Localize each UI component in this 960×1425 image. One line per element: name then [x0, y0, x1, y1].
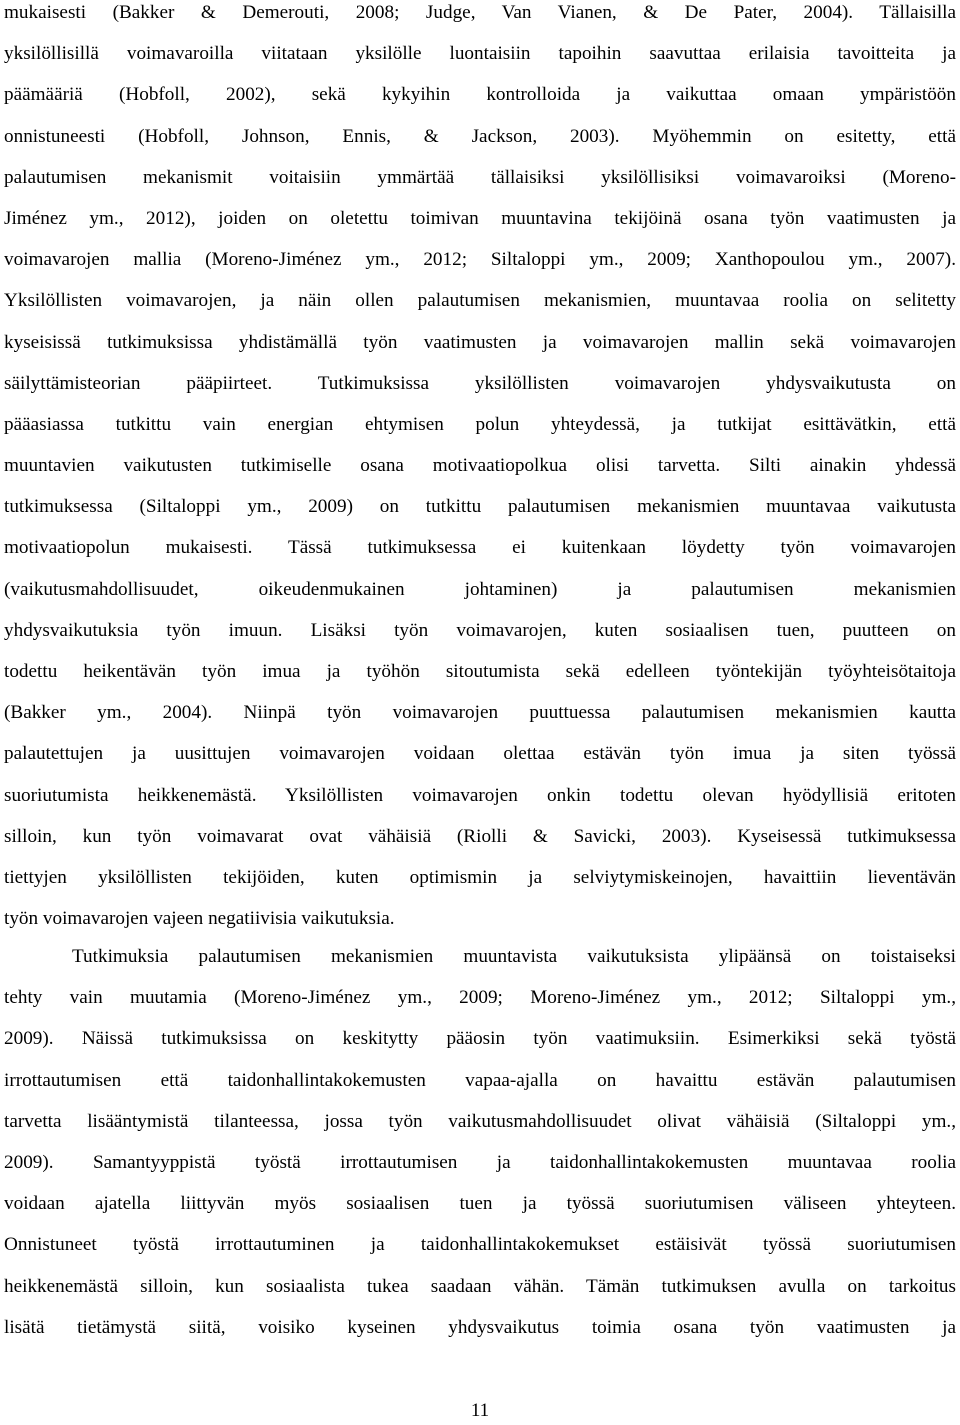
text-line: onnistuneesti (Hobfoll, Johnson, Ennis, & Jackson, 2003). Myöhemmin on esitetty, että: [4, 125, 956, 147]
text-line: säilyttämisteorian pääpiirteet. Tutkimuksissa yksilöllisten voimavarojen yhdysvaikutusta on: [4, 372, 956, 394]
text-line: Tutkimuksia palautumisen mekanismien muuntavista vaikutuksista ylipäänsä on toistaiseksi: [72, 946, 956, 967]
text-line: voimavarojen mallia (Moreno-Jiménez ym., 2012; Siltaloppi ym., 2009; Xanthopoulou ym., 2007).: [4, 249, 956, 271]
text-line: Onnistuneet työstä irrottautuminen ja taidonhallintakokemukset estäisivät työssä suoriutumisen: [4, 1234, 956, 1256]
text-line: tarvetta lisääntymistä tilanteessa, jossa työn vaikutusmahdollisuudet olivat vähäisiä (Siltaloppi ym.,: [4, 1110, 956, 1132]
body-paragraph: [4, 0, 956, 939]
text-line: Jiménez ym., 2012), joiden on oletettu toimivan muuntavina tekijöinä osana työn vaatimusten ja: [4, 207, 956, 229]
text-line: suoriutumista heikkenemästä. Yksilöllisten voimavarojen onkin todettu olevan hyödyllisiä eritoten: [4, 784, 956, 806]
text-line: pääasiassa tutkittu vain energian ehtymisen polun yhteydessä, ja tutkijat esittävätkin, että: [4, 413, 956, 435]
text-line: 2009). Näissä tutkimuksissa on keskitytty pääosin työn vaatimuksiin. Esimerkiksi sekä työstä: [4, 1028, 956, 1050]
text-line: tehty vain muutamia (Moreno-Jiménez ym., 2009; Moreno-Jiménez ym., 2012; Siltaloppi ym.,: [4, 987, 956, 1009]
body-paragraph: [4, 936, 956, 1348]
text-line: lisätä tietämystä siitä, voisiko kyseinen yhdysvaikutus toimia osana työn vaatimusten ja: [4, 1316, 956, 1338]
text-line: työn voimavarojen vajeen negatiivisia vaikutuksia.: [4, 908, 395, 930]
text-line: (vaikutusmahdollisuudet, oikeudenmukainen johtaminen) ja palautumisen mekanismien: [4, 578, 956, 600]
text-line: irrottautumisen että taidonhallintakokemusten vapaa-ajalla on havaittu estävän palautumisen: [4, 1069, 956, 1091]
text-line: silloin, kun työn voimavarat ovat vähäisiä (Riolli & Savicki, 2003). Kyseisessä tutkimuksessa: [4, 825, 956, 847]
text-line: muuntavien vaikutusten tutkimiselle osana motivaatiopolkua olisi tarvetta. Silti ainakin yhdessä: [4, 455, 956, 477]
text-line: Yksilöllisten voimavarojen, ja näin ollen palautumisen mekanismien, muuntavaa roolia on selitetty: [4, 290, 956, 312]
text-line: todettu heikentävän työn imua ja työhön sitoutumista sekä edelleen työntekijän työyhteisötaitoja: [4, 661, 956, 682]
text-line: yksilöllisillä voimavaroilla viitataan yksilölle luontaisiin tapoihin saavuttaa erilaisia tavoitteita ja: [4, 43, 956, 65]
text-line: päämääriä (Hobfoll, 2002), sekä kykyihin kontrolloida ja vaikuttaa omaan ympäristöön: [4, 84, 956, 106]
text-line: yhdysvaikutuksia työn imuun. Lisäksi työn voimavarojen, kuten sosiaalisen tuen, puutteen on: [4, 619, 956, 641]
text-line: palautettujen ja uusittujen voimavarojen voidaan olettaa estävän työn imua ja siten työssä: [4, 743, 956, 765]
text-line: tiettyjen yksilöllisten tekijöiden, kuten optimismin ja selviytymiskeinojen, havaittiin lieventävän: [4, 866, 956, 888]
page-number: 11: [470, 1400, 490, 1421]
text-line: 2009). Samantyyppistä työstä irrottautumisen ja taidonhallintakokemusten muuntavaa roolia: [4, 1151, 956, 1173]
text-line: mukaisesti (Bakker & Demerouti, 2008; Judge, Van Vianen, & De Pater, 2004). Tällaisilla: [4, 2, 956, 23]
text-line: kyseisissä tutkimuksissa yhdistämällä työn vaatimusten ja voimavarojen mallin sekä voimavarojen: [4, 331, 956, 353]
text-line: (Bakker ym., 2004). Niinpä työn voimavarojen puuttuessa palautumisen mekanismien kautta: [4, 702, 956, 724]
text-line: voidaan ajatella liittyvän myös sosiaalisen tuen ja työssä suoriutumisen väliseen yhteyteen.: [4, 1193, 956, 1215]
text-line: motivaatiopolun mukaisesti. Tässä tutkimuksessa ei kuitenkaan löydetty työn voimavarojen: [4, 537, 956, 559]
text-line: heikkenemästä silloin, kun sosiaalista tukea saadaan vähän. Tämän tutkimuksen avulla on tarkoitus: [4, 1275, 956, 1297]
text-line: palautumisen mekanismit voitaisiin ymmärtää tällaisiksi yksilöllisiksi voimavaroiksi (Moreno-: [4, 166, 956, 188]
text-line: tutkimuksessa (Siltaloppi ym., 2009) on tutkittu palautumisen mekanismien muuntavaa vaikutusta: [4, 496, 956, 518]
